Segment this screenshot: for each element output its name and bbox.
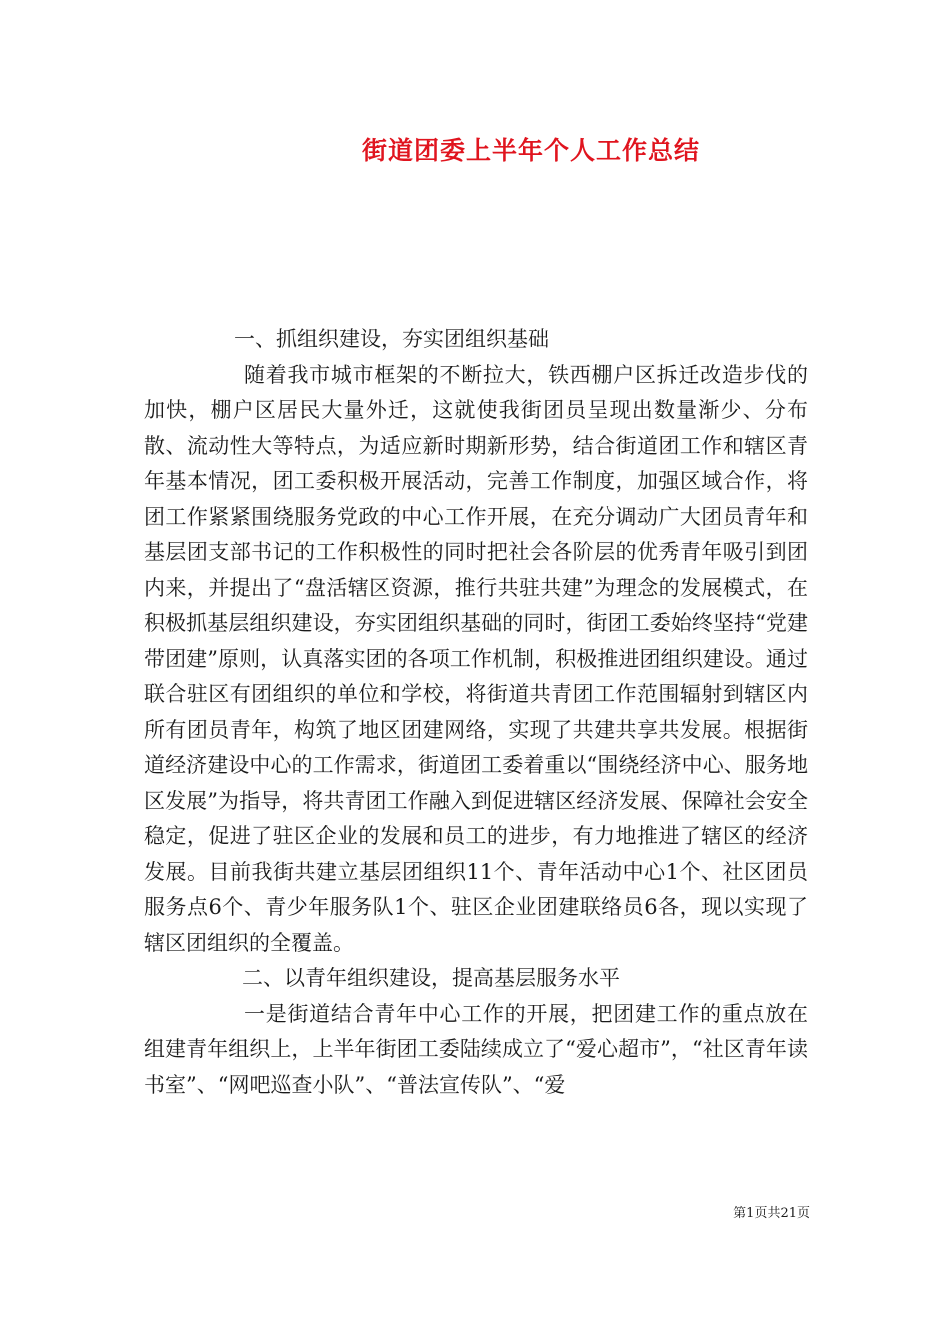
page-number-footer: 第1页共21页 (733, 1206, 810, 1221)
section-heading-1: 一、抓组织建设，夯实团组织基础 (234, 327, 549, 351)
section-paragraph-1: 随着我市城市框架的不断拉大，铁西棚户区拆迁改造步伐的加快，棚户区居民大量外迁，这就使我街团员呈现出数量渐少、分布散、流动性大等特点，为适应新时期新形势，结合街道团工作和辖区青年基本情况，团工委积极开展活动，完善工作制度，加强区域合作，将团工作紧紧围绕服务党政的中心工作开展，在充分调动广大团员青年和基层团支部书记的工作积极性的同时把社会各阶层的优秀青年吸引到团内来，并提出了“盘活辖区资源，推行共驻共建”为理念的发展模式，在积极抓基层组织建设，夯实团组织基础的同时，街团工委始终坚持“党建带团建”原则，认真落实团的各项工作机制，积极推进团组织建设。通过联合驻区有团组织的单位和学校，将街道共青团工作范围辐射到辖区内所有团员青年，构筑了地区团建网络，实现了共建共享共发展。根据街道经济建设中心的工作需求，街道团工委着重以“围绕经济中心、服务地区发展”为指导，将共青团工作融入到促进辖区经济发展、保障社会安全稳定，促进了驻区企业的发展和员工的进步，有力地推进了辖区的经济发展。目前我街共建立基层团组织11个、青年活动中心1个、社区团员服务点6个、青少年服务队1个、驻区企业团建联络员6各，现以实现了辖区团组织的全覆盖。 (144, 362, 808, 955)
document-title: 街道团委上半年个人工作总结 (361, 136, 700, 165)
document-body (144, 322, 808, 1103)
section-paragraph-2: 一是街道结合青年中心工作的开展，把团建工作的重点放在组建青年组织上，上半年街团工委陆续成立了“爱心超市”，“社区青年读书室”、“网吧巡查小队”、“普法宣传队”、“爱 (144, 1001, 808, 1097)
section-heading-2: 二、以青年组织建设，提高基层服务水平 (242, 966, 620, 990)
